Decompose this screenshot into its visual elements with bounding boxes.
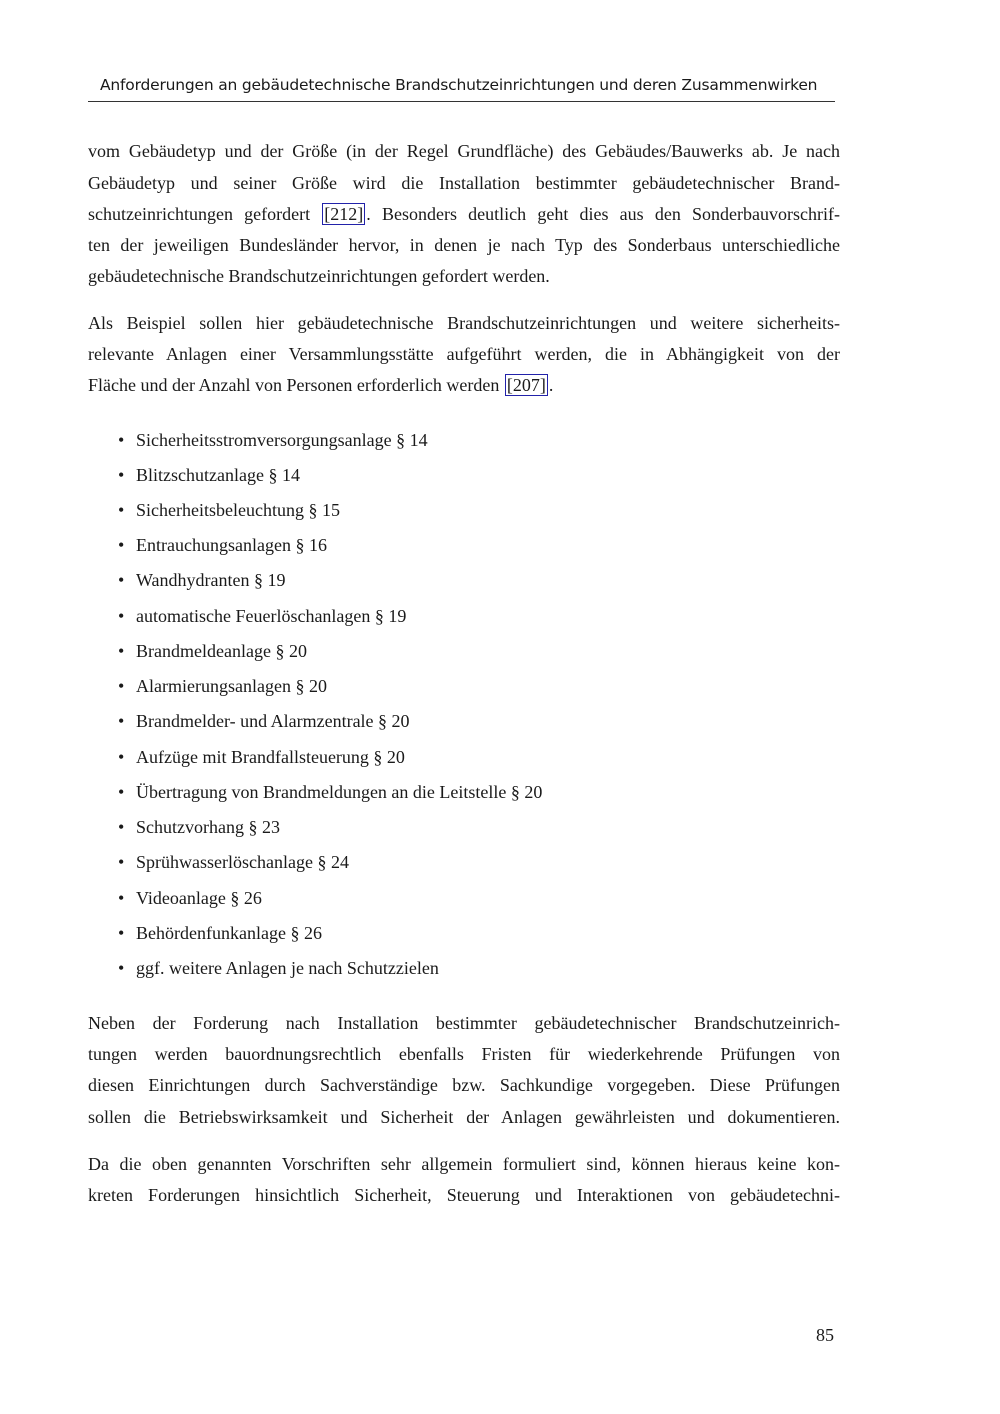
header-rule: [88, 101, 835, 102]
paragraph-2-line-2: relevante Anlagen einer Versammlungsstätte aufgeführt werden, die in Abhängigkeit von der: [88, 344, 840, 364]
list-item: [118, 463, 300, 487]
list-item-text: Übertragung von Brandmeldungen an die Leitstelle § 20: [136, 782, 543, 802]
bullet-icon: •: [118, 747, 125, 767]
list-item: [118, 850, 349, 874]
list-item-text: Brandmelder- und Alarmzentrale § 20: [136, 711, 410, 731]
paragraph-3-line-2: tungen werden bauordnungsrechtlich ebenfalls Fristen für wiederkehrende Prüfungen von: [88, 1044, 840, 1064]
list-item-text: Alarmierungsanlagen § 20: [136, 676, 327, 696]
list-item-text: Brandmeldeanlage § 20: [136, 641, 307, 661]
list-item: [118, 815, 280, 839]
bullet-icon: •: [118, 923, 125, 943]
bullet-icon: •: [118, 676, 125, 696]
list-item-text: Wandhydranten § 19: [136, 570, 286, 590]
list-item-text: Sicherheitsbeleuchtung § 15: [136, 500, 340, 520]
list-item: [118, 639, 307, 663]
bullet-icon: •: [118, 535, 125, 555]
list-item-text: automatische Feuerlöschanlagen § 19: [136, 606, 407, 626]
paragraph-1-line-2: Gebäudetyp und seiner Größe wird die Installation bestimmter gebäudetechnischer Brand-: [88, 173, 840, 193]
running-header-title: Anforderungen an gebäudetechnische Brandschutzeinrichtungen und deren Zusammenwirken: [100, 76, 818, 94]
list-item-text: Entrauchungsanlagen § 16: [136, 535, 327, 555]
bullet-icon: •: [118, 570, 125, 590]
paragraph-3-line-4: sollen die Betriebswirksamkeit und Sicherheit der Anlagen gewährleisten und dokumentieren.: [88, 1107, 840, 1127]
citation-link-212[interactable]: [212]: [324, 204, 364, 224]
paragraph-2-line-3-text-b: .: [548, 375, 554, 395]
list-item: [118, 568, 286, 592]
paragraph-1-line-5: gebäudetechnische Brandschutzeinrichtungen gefordert werden.: [88, 266, 550, 286]
page-number: 85: [816, 1325, 834, 1345]
paragraph-1-line-4: ten der jeweiligen Bundesländer hervor, in denen je nach Typ des Sonderbaus unterschiedliche: [88, 235, 840, 255]
list-item-text: Behördenfunkanlage § 26: [136, 923, 322, 943]
list-item: [118, 886, 262, 910]
bullet-icon: •: [118, 500, 125, 520]
paragraph-2-line-3-text-a: Fläche und der Anzahl von Personen erforderlich werden: [88, 375, 504, 395]
paragraph-1-line-3: [88, 202, 840, 226]
bullet-icon: •: [118, 817, 125, 837]
list-item-text: Schutzvorhang § 23: [136, 817, 280, 837]
list-item: [118, 780, 542, 804]
list-item: [118, 498, 340, 522]
bullet-icon: •: [118, 888, 125, 908]
paragraph-2-line-3: [88, 373, 840, 397]
paragraph-4-line-1: Da die oben genannten Vorschriften sehr allgemein formuliert sind, können hieraus keine kon-: [88, 1154, 840, 1174]
bullet-icon: •: [118, 430, 125, 450]
list-item: [118, 956, 439, 980]
paragraph-3-line-1: Neben der Forderung nach Installation bestimmter gebäudetechnischer Brandschutzeinrich-: [88, 1013, 840, 1033]
list-item: [118, 428, 428, 452]
list-item-text: Blitzschutzanlage § 14: [136, 465, 300, 485]
citation-link-207[interactable]: [207]: [506, 375, 546, 395]
list-item-text: Videoanlage § 26: [136, 888, 262, 908]
list-item-text: Aufzüge mit Brandfallsteuerung § 20: [136, 747, 405, 767]
bullet-icon: •: [118, 958, 125, 978]
bullet-icon: •: [118, 641, 125, 661]
paragraph-4-line-2: kreten Forderungen hinsichtlich Sicherheit, Steuerung und Interaktionen von gebäudetechni-: [88, 1185, 840, 1205]
bullet-icon: •: [118, 852, 125, 872]
list-item: [118, 533, 327, 557]
list-item: [118, 674, 327, 698]
list-item: [118, 709, 410, 733]
list-item-text: Sprühwasserlöschanlage § 24: [136, 852, 349, 872]
paragraph-1-line-3-text-b: . Besonders deutlich geht dies aus den Sonderbauvorschrif-: [366, 204, 840, 224]
list-item-text: Sicherheitsstromversorgungsanlage § 14: [136, 430, 428, 450]
list-item: [118, 745, 405, 769]
paragraph-1-line-3-text-a: schutzeinrichtungen gefordert: [88, 204, 322, 224]
paragraph-3-line-3: diesen Einrichtungen durch Sachverständige bzw. Sachkundige vorgegeben. Diese Prüfungen: [88, 1075, 840, 1095]
bullet-icon: •: [118, 782, 125, 802]
bullet-icon: •: [118, 465, 125, 485]
paragraph-2-line-1: Als Beispiel sollen hier gebäudetechnische Brandschutzeinrichtungen und weitere sicherheits-: [88, 313, 840, 333]
list-item-text: ggf. weitere Anlagen je nach Schutzzielen: [136, 958, 439, 978]
list-item: [118, 604, 406, 628]
list-item: [118, 921, 322, 945]
bullet-icon: •: [118, 606, 125, 626]
bullet-icon: •: [118, 711, 125, 731]
paragraph-1-line-1: vom Gebäudetyp und der Größe (in der Regel Grundfläche) des Gebäudes/Bauwerks ab. Je nach: [88, 141, 840, 161]
